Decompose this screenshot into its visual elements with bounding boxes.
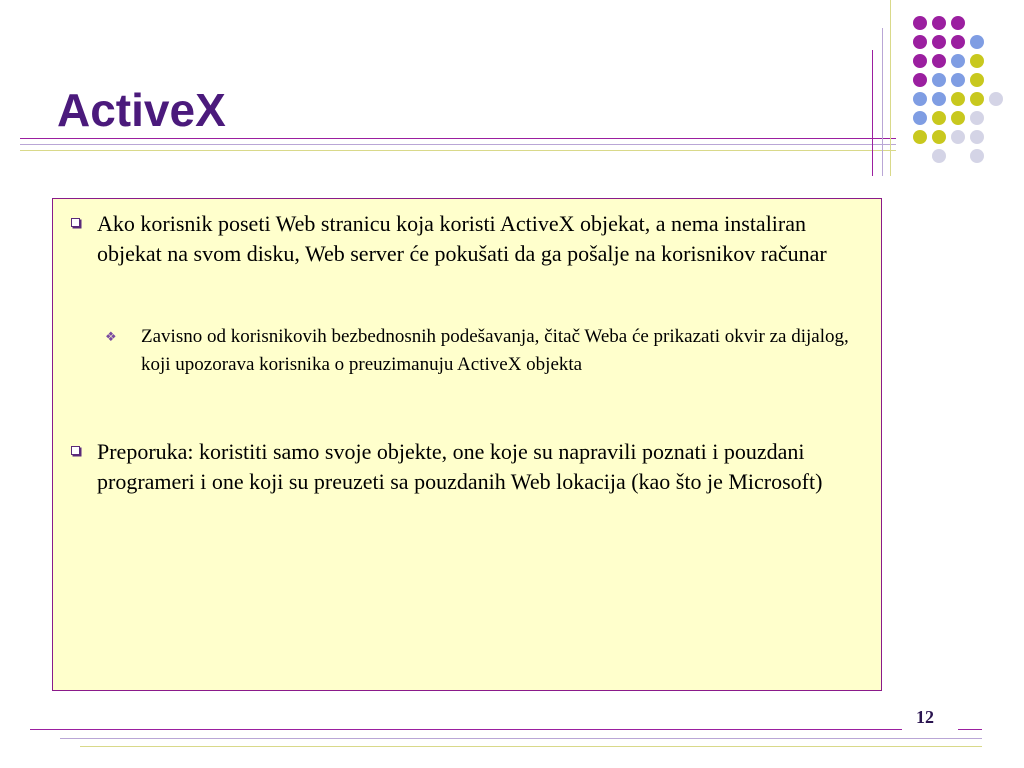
page-number: 12 [916, 707, 934, 727]
footer-rule-purple-right [958, 729, 982, 730]
sub-bullet-item-1 [105, 323, 851, 379]
footer-rule-yellow [80, 746, 982, 747]
bullet-text-1: Ako korisnik poseti Web stranicu koja koristi ActiveX objekat, a nema instaliran objekat na svom disku, Web server će pokušati da ga pošalje na korisnikov računar [97, 211, 827, 266]
sub-bullet-text-1: Zavisno od korisnikovih bezbednosnih podešavanja, čitač Weba će prikazati okvir za dijalog, koji upozorava korisnika o preuzimanuju ActiveX objekta [141, 326, 849, 375]
bullet-text-2: Preporuka: koristiti samo svoje objekte, one koje su napravili poznati i pouzdani programeri i one koji su preuzeti sa pouzdanih Web lokacija (kao što je Microsoft) [97, 439, 823, 494]
deco-vline-3 [890, 0, 891, 176]
deco-vline-1 [872, 50, 873, 176]
diamond-bullet-icon: ❖ [105, 330, 117, 345]
square-bullet-icon [71, 218, 80, 227]
bullet-item-2 [97, 437, 863, 497]
title-rule-yellow [20, 150, 896, 151]
slide-title: ActiveX [57, 84, 226, 136]
square-bullet-icon [71, 446, 80, 455]
bullet-item-1 [97, 209, 863, 269]
content-box [52, 198, 882, 691]
footer-rule-lavender [60, 738, 982, 739]
footer-rule-purple [30, 729, 902, 730]
title-rule-lavender [20, 144, 896, 145]
title-rule-purple [20, 138, 896, 139]
deco-vline-2 [882, 28, 883, 176]
